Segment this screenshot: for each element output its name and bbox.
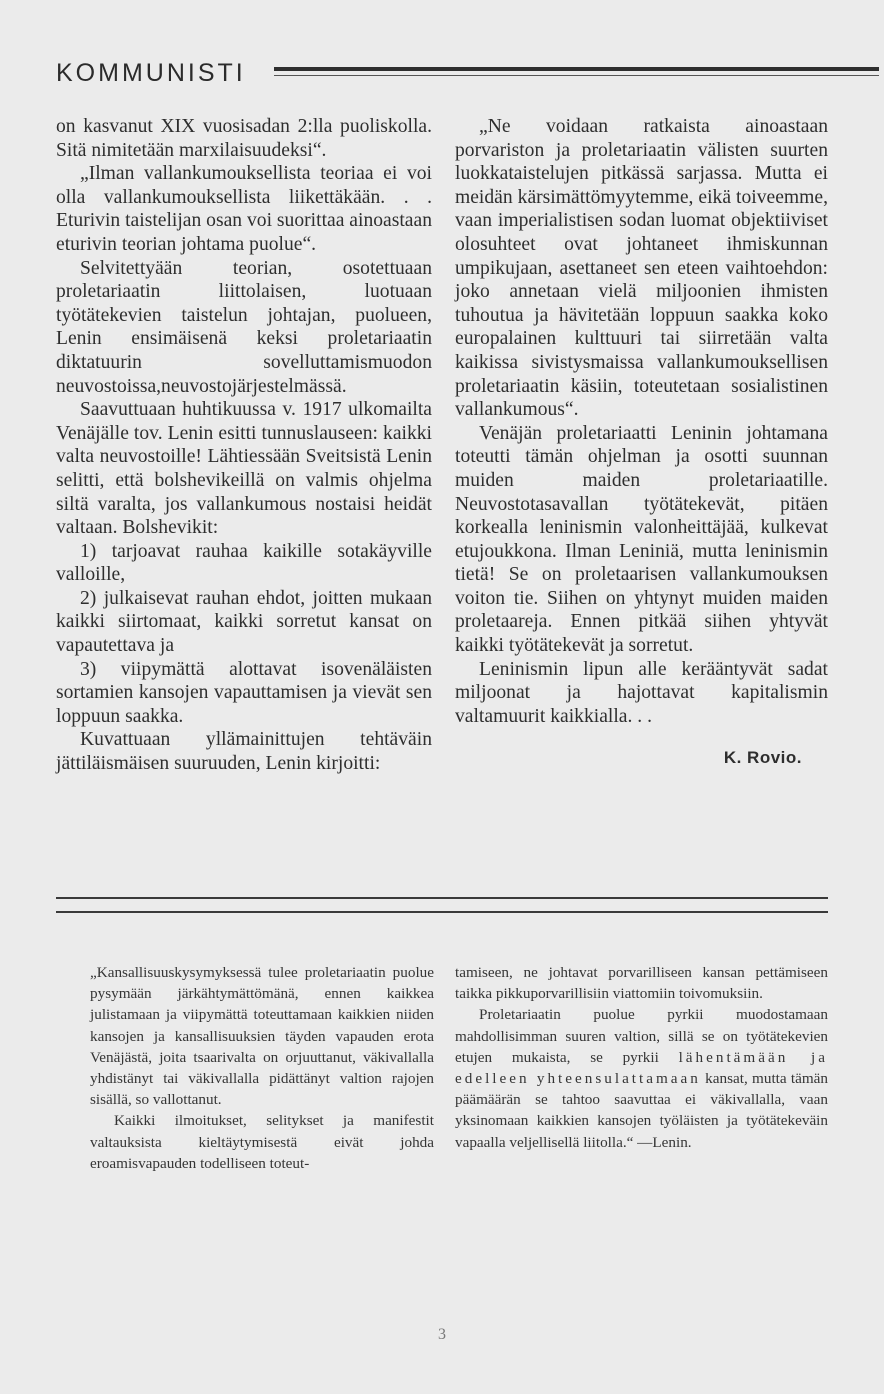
journal-title: KOMMUNISTI (56, 59, 246, 87)
quote-right-column (455, 962, 828, 1153)
section-divider-top (56, 897, 828, 899)
paragraph: Kuvattuaan yllämainittujen tehtäväin jättiläismäisen suuruuden, Lenin kirjoitti: (56, 729, 432, 775)
list-item: 1) tarjoavat rauhaa kaikille sotakäyville valloille, (56, 540, 432, 586)
paragraph: „Ne voidaan ratkaista ainoastaan porvariston ja proletariaatin välisten suurten luokkataistelujen pitkässä sarjassa. Mutta ei meidän kärsimättömyytemme, eikä toiveemme, vaan imperialistisen sodan luomat objektiiviset olosuhteet ovat johtaneet ihmiskunnan umpikujaan, asettaneet sen eteen vaihtoehdon: joko annetaan vielä miljoonien ihmisten tuhoutua ja hävitetään loppuun saakka koko europalainen kulttuuri tai siirretään valta kaikissa sivistysmaissa vallankumouksellisen proletariaatin käsiin, toteutetaan sosialistinen vallankumous“. (455, 116, 828, 421)
paragraph: Leninismin lipun alle kerääntyvät sadat miljoonat ja hajottavat kapitalismin valtamuurit kaikkialla. . . (455, 658, 828, 727)
page-number: 3 (438, 1326, 446, 1343)
header-rule-thin (274, 75, 879, 76)
paragraph (455, 1004, 828, 1152)
author-signature: K. Rovio. (723, 748, 802, 768)
paragraph: Saavuttuaan huhtikuussa v. 1917 ulkomailta Venäjälle tov. Lenin esitti tunnuslauseen: kaikki valta neuvostoille! Lähtiessään Sveitsistä Lenin selitti, että bolshevikeillä on valmis ohjelma siltä varalta, jos vallankumous nostaisi heidät valtaan. Bolshevikit: (56, 399, 432, 539)
paragraph: „Kansallisuuskysymyksessä tulee proletariaatin puolue pysymään järkähtymättömänä, ennen kaikkea julistamaan ja viipymättä toteuttamaan kaikkien niiden kansojen ja kansallisuuksien täyden vapauden erota Venäjästä, joita tsaarivalta on orjuuttanut, väkivallalla yhdistänyt tai väkivallalla pidättänyt valtion rajojen sisällä, so vallottanut. (90, 964, 434, 1109)
paragraph: „Ilman vallankumouksellista teoriaa ei voi olla vallankumouksellista liikettäkään. . . Eturivin taistelijan osan voi suorittaa ainoastaan eturivin teorian johtama puolue“. (56, 163, 432, 255)
page-header (56, 58, 836, 92)
emphasized-text: lähentämään ja edelleen yhteensulattamaan (455, 1048, 829, 1088)
section-divider-bottom (56, 911, 828, 913)
paragraph: Kaikki ilmoitukset, selitykset ja manifestit valtauksista kieltäytymisestä eivät johda eroamisvapauden todelliseen toteut- (90, 1112, 434, 1172)
quote-left-column (90, 962, 434, 1174)
paragraph: tamiseen, ne johtavat porvarilliseen kansan pettämiseen taikka pikkuporvarillisiin viattomiin toivomuksiin. (455, 964, 828, 1003)
article-left-column (56, 115, 432, 776)
list-item: 2) julkaisevat rauhan ehdot, joitten mukaan kaikki siirtomaat, kaikki sorretut kansat on vapautettava ja (56, 587, 432, 657)
paragraph: Venäjän proletariaatti Leninin johtamana toteutti tämän ohjelman ja osotti suunnan muiden maiden proletariaatille. Neuvostotasavallan työtätekevät, pitäen korkealla leninismin valonheittäjää, kulkevat etujoukkona. Ilman Leniniä, mutta leninismin tietä! Se on proletaarisen vallankumouksen voiton tie. Siihen on yhtynyt muiden maiden proletaareja. Ennen pitkää siihen yhtyvät kaikki työtätekevät ja sorretut. (455, 422, 828, 657)
header-rule-thick (274, 67, 879, 71)
paragraph-text: kansat, mutta tämän päämäärän se tahtoo saavuttaa ei väkivallalla, vaan yksinomaan kaikkien kansojen työläisten ja työtätekeväin vapaalla veljellisellä liitolla.“ —Lenin. (455, 1070, 829, 1151)
list-item: 3) viipymättä alottavat isovenäläisten sortamien kansojen vapauttamisen ja vievät sen loppuun saakka. (56, 658, 432, 727)
paragraph: on kasvanut XIX vuosisadan 2:lla puoliskolla. Sitä nimitetään marxilaisuudeksi“. (56, 116, 432, 161)
article-right-column (455, 115, 828, 770)
paragraph: Selvitettyään teorian, osotettuaan proletariaatin liittolaisen, luotuaan työtätekevien taistelun johtajan, puolueen, Lenin ensimäisenä keksi proletariaatin diktatuurin sovelluttamismuodon neuvostoissa,neuvostojärjestelmässä. (56, 257, 432, 397)
paragraph-text: Proletariaatin puolue pyrkii muodostamaan mahdollisimman suuren valtion, sillä se on työtätekevien etujen mukaista, se pyrkii (455, 1006, 828, 1066)
